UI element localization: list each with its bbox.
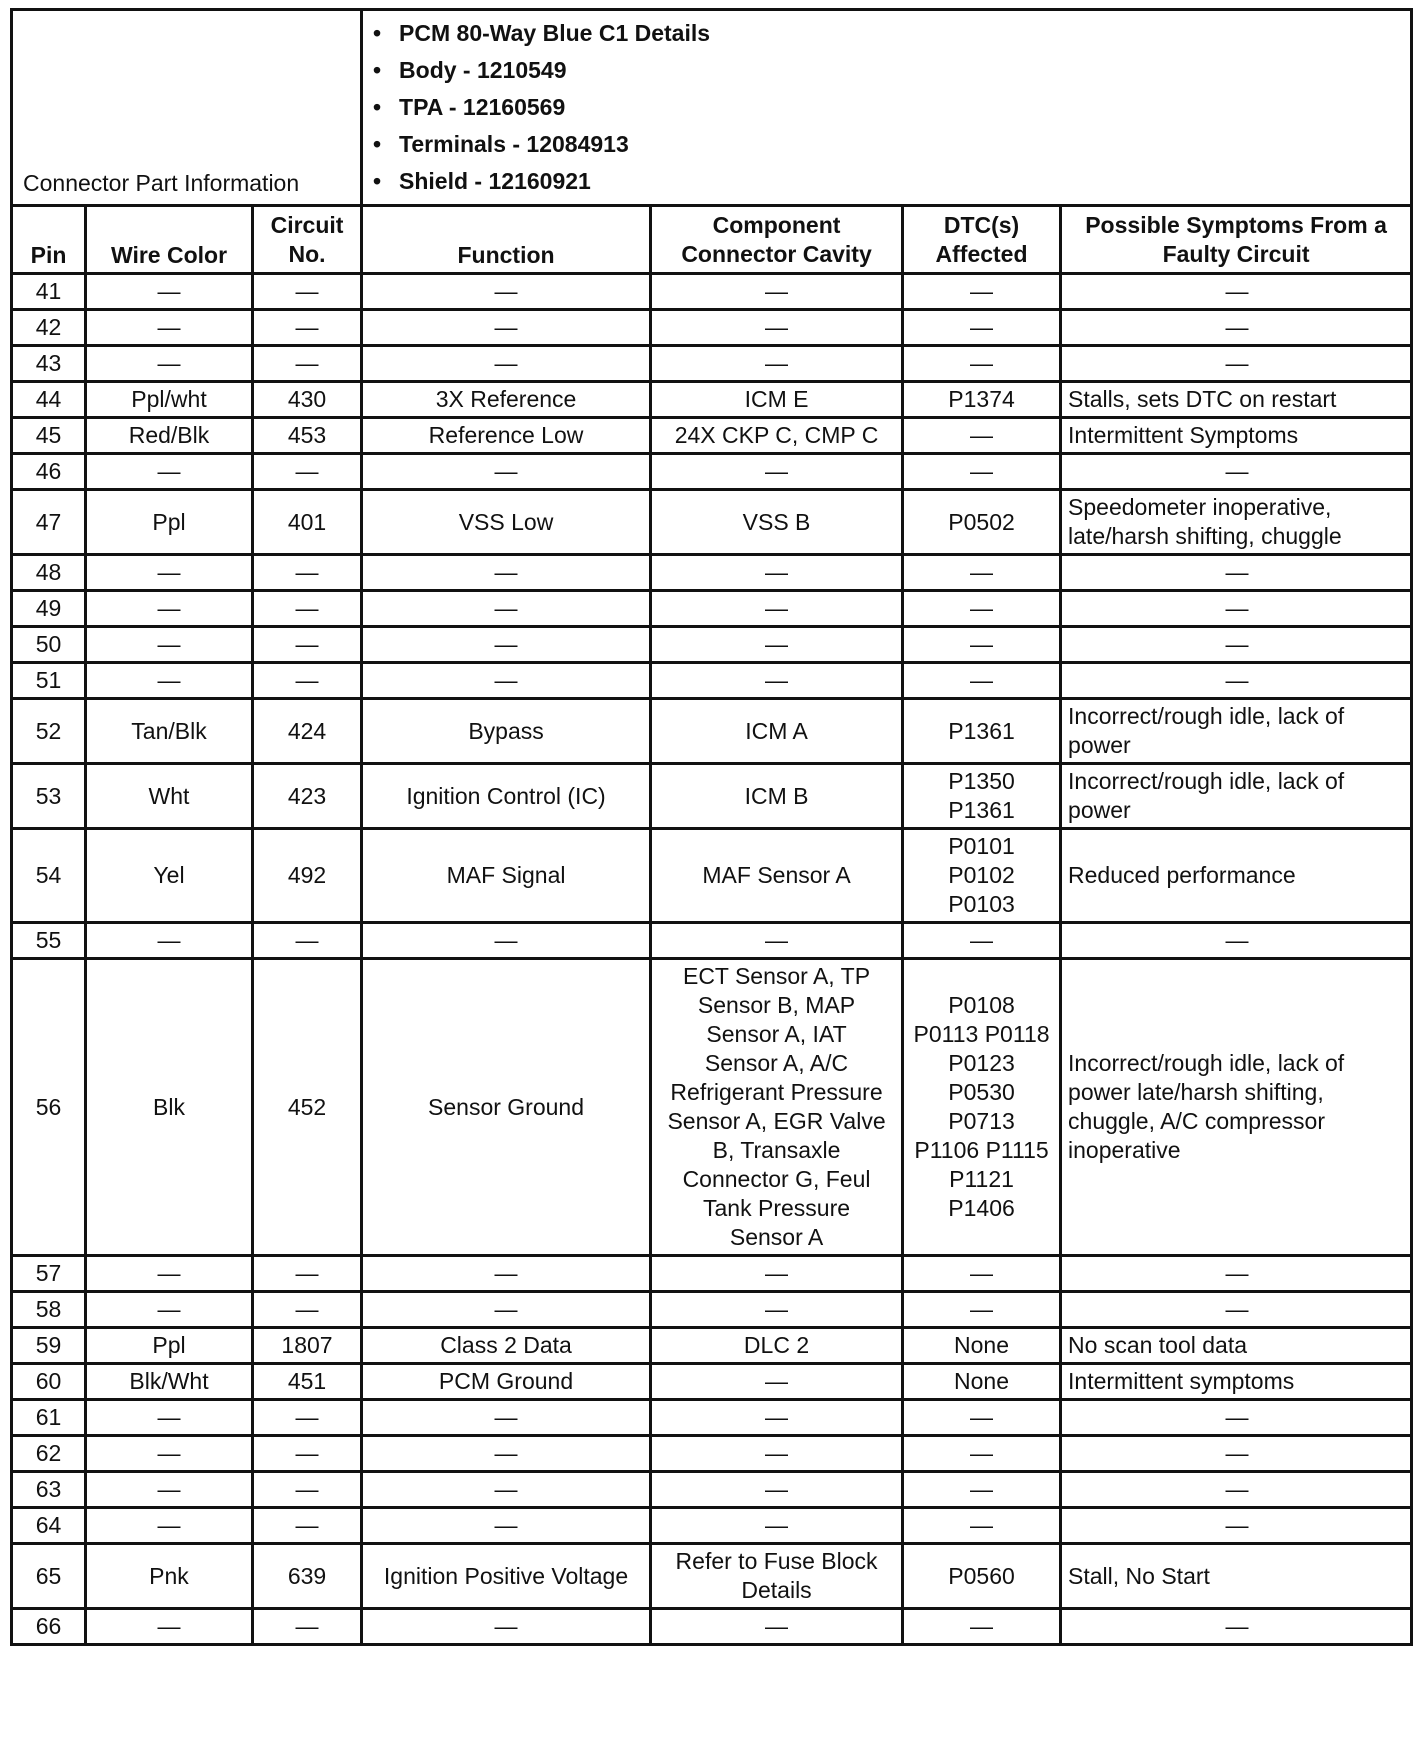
circuit-no-cell: 424 — [253, 699, 362, 764]
circuit-no-cell: — — [253, 1256, 362, 1292]
pin-cell: 58 — [12, 1292, 86, 1328]
col-header-dtc: DTC(s) Affected — [903, 206, 1061, 274]
wire-color-cell: Pnk — [86, 1544, 253, 1609]
pin-cell: 55 — [12, 923, 86, 959]
col-header-cavity: Component Connector Cavity — [651, 206, 903, 274]
pin-cell: 52 — [12, 699, 86, 764]
symptoms-cell: — — [1061, 663, 1412, 699]
pin-cell: 43 — [12, 346, 86, 382]
connector-detail-item: • TPA - 12160569 — [373, 89, 1400, 126]
connector-table — [10, 8, 1413, 1646]
symptoms-cell: Intermittent symptoms — [1061, 1364, 1412, 1400]
dtc-cell: — — [903, 418, 1061, 454]
pin-cell: 51 — [12, 663, 86, 699]
table-row — [12, 274, 1412, 310]
pin-cell: 49 — [12, 591, 86, 627]
symptoms-cell: — — [1061, 1508, 1412, 1544]
function-cell: — — [362, 591, 651, 627]
table-row — [12, 310, 1412, 346]
symptoms-cell: Incorrect/rough idle, lack of power — [1061, 699, 1412, 764]
symptoms-cell: — — [1061, 454, 1412, 490]
dtc-cell: P1350 P1361 — [903, 764, 1061, 829]
cavity-cell: — — [651, 1292, 903, 1328]
cavity-cell: — — [651, 1436, 903, 1472]
dtc-cell: — — [903, 663, 1061, 699]
circuit-no-cell: — — [253, 274, 362, 310]
dtc-cell: None — [903, 1364, 1061, 1400]
dtc-cell: — — [903, 923, 1061, 959]
wire-color-cell: — — [86, 627, 253, 663]
circuit-no-cell: — — [253, 923, 362, 959]
circuit-no-cell: — — [253, 1436, 362, 1472]
circuit-no-cell: 423 — [253, 764, 362, 829]
table-row — [12, 1508, 1412, 1544]
cavity-cell: — — [651, 1609, 903, 1645]
dtc-cell: P1361 — [903, 699, 1061, 764]
table-row — [12, 454, 1412, 490]
cavity-cell: — — [651, 310, 903, 346]
dtc-cell: P0502 — [903, 490, 1061, 555]
table-row — [12, 959, 1412, 1256]
connector-detail-item: • PCM 80-Way Blue C1 Details — [373, 15, 1400, 52]
function-cell: — — [362, 1400, 651, 1436]
table-row — [12, 1256, 1412, 1292]
symptoms-cell: — — [1061, 1609, 1412, 1645]
symptoms-cell: Reduced performance — [1061, 829, 1412, 923]
function-cell: PCM Ground — [362, 1364, 651, 1400]
table-row — [12, 1609, 1412, 1645]
cavity-cell: — — [651, 346, 903, 382]
function-cell: Bypass — [362, 699, 651, 764]
table-row — [12, 1400, 1412, 1436]
function-cell: Ignition Control (IC) — [362, 764, 651, 829]
cavity-cell: VSS B — [651, 490, 903, 555]
dtc-cell: — — [903, 1400, 1061, 1436]
circuit-no-cell: 452 — [253, 959, 362, 1256]
wire-color-cell: Blk — [86, 959, 253, 1256]
cavity-cell: — — [651, 1508, 903, 1544]
function-cell: Ignition Positive Voltage — [362, 1544, 651, 1609]
cavity-cell: — — [651, 591, 903, 627]
wire-color-cell: Ppl — [86, 1328, 253, 1364]
pin-cell: 59 — [12, 1328, 86, 1364]
dtc-cell: — — [903, 555, 1061, 591]
circuit-no-cell: 451 — [253, 1364, 362, 1400]
function-cell: — — [362, 1472, 651, 1508]
col-header-pin: Pin — [12, 206, 86, 274]
cavity-cell: — — [651, 555, 903, 591]
pin-cell: 62 — [12, 1436, 86, 1472]
circuit-no-cell: 1807 — [253, 1328, 362, 1364]
circuit-no-cell: — — [253, 555, 362, 591]
cavity-cell: ECT Sensor A, TP Sensor B, MAP Sensor A, IAT Sensor A, A/C Refrigerant Pressure Sensor A, EGR Valve B, Transaxle Connector G, Feul Tank Pressure Sensor A — [651, 959, 903, 1256]
col-header-symptoms: Possible Symptoms From a Faulty Circuit — [1061, 206, 1412, 274]
circuit-no-cell: — — [253, 1292, 362, 1328]
wire-color-cell: Tan/Blk — [86, 699, 253, 764]
dtc-cell: — — [903, 274, 1061, 310]
table-body — [12, 274, 1412, 1645]
function-cell: Reference Low — [362, 418, 651, 454]
symptoms-cell: Incorrect/rough idle, lack of power — [1061, 764, 1412, 829]
pin-cell: 56 — [12, 959, 86, 1256]
pin-cell: 66 — [12, 1609, 86, 1645]
dtc-cell: P0560 — [903, 1544, 1061, 1609]
pin-cell: 61 — [12, 1400, 86, 1436]
symptoms-cell: — — [1061, 1256, 1412, 1292]
function-cell: — — [362, 454, 651, 490]
circuit-no-cell: 453 — [253, 418, 362, 454]
cavity-cell: — — [651, 274, 903, 310]
pin-cell: 46 — [12, 454, 86, 490]
connector-details — [362, 10, 1412, 206]
circuit-no-cell: — — [253, 310, 362, 346]
function-cell: Class 2 Data — [362, 1328, 651, 1364]
pin-cell: 63 — [12, 1472, 86, 1508]
connector-part-label: Connector Part Information — [12, 10, 362, 206]
pin-cell: 42 — [12, 310, 86, 346]
wire-color-cell: — — [86, 346, 253, 382]
dtc-cell: P0108 P0113 P0118 P0123 P0530 P0713 P1106 P1115 P1121 P1406 — [903, 959, 1061, 1256]
cavity-cell: — — [651, 454, 903, 490]
symptoms-cell: Intermittent Symptoms — [1061, 418, 1412, 454]
connector-detail-item: • Shield - 12160921 — [373, 163, 1400, 200]
table-row — [12, 829, 1412, 923]
table-row — [12, 1544, 1412, 1609]
function-cell: — — [362, 1609, 651, 1645]
cavity-cell: — — [651, 1256, 903, 1292]
cavity-cell: — — [651, 1364, 903, 1400]
col-header-wire-color: Wire Color — [86, 206, 253, 274]
pin-cell: 64 — [12, 1508, 86, 1544]
symptoms-cell: No scan tool data — [1061, 1328, 1412, 1364]
cavity-cell: ICM B — [651, 764, 903, 829]
cavity-cell: — — [651, 627, 903, 663]
function-cell: MAF Signal — [362, 829, 651, 923]
symptoms-cell: — — [1061, 1472, 1412, 1508]
cavity-cell: — — [651, 923, 903, 959]
pin-cell: 53 — [12, 764, 86, 829]
function-cell: — — [362, 310, 651, 346]
circuit-no-cell: — — [253, 1400, 362, 1436]
wire-color-cell: — — [86, 274, 253, 310]
symptoms-cell: — — [1061, 274, 1412, 310]
function-cell: — — [362, 627, 651, 663]
dtc-cell: — — [903, 1436, 1061, 1472]
pin-cell: 54 — [12, 829, 86, 923]
function-cell: — — [362, 555, 651, 591]
connector-details-list — [373, 11, 1400, 204]
cavity-cell: 24X CKP C, CMP C — [651, 418, 903, 454]
table-row — [12, 1364, 1412, 1400]
connector-detail-item: • Body - 1210549 — [373, 52, 1400, 89]
pin-cell: 48 — [12, 555, 86, 591]
dtc-cell: — — [903, 1472, 1061, 1508]
symptoms-cell: — — [1061, 310, 1412, 346]
circuit-no-cell: — — [253, 627, 362, 663]
cavity-cell: Refer to Fuse Block Details — [651, 1544, 903, 1609]
connector-detail-item: • Terminals - 12084913 — [373, 126, 1400, 163]
dtc-cell: P0101 P0102 P0103 — [903, 829, 1061, 923]
symptoms-cell: — — [1061, 1292, 1412, 1328]
dtc-cell: — — [903, 1609, 1061, 1645]
table-row — [12, 555, 1412, 591]
cavity-cell: DLC 2 — [651, 1328, 903, 1364]
table-row — [12, 699, 1412, 764]
dtc-cell: — — [903, 454, 1061, 490]
symptoms-cell: — — [1061, 346, 1412, 382]
dtc-cell: — — [903, 1292, 1061, 1328]
symptoms-cell: — — [1061, 555, 1412, 591]
table-row — [12, 591, 1412, 627]
wire-color-cell: — — [86, 1256, 253, 1292]
wire-color-cell: — — [86, 663, 253, 699]
wire-color-cell: — — [86, 923, 253, 959]
table-row — [12, 764, 1412, 829]
wire-color-cell: — — [86, 310, 253, 346]
table-row — [12, 1292, 1412, 1328]
wire-color-cell: Wht — [86, 764, 253, 829]
pin-cell: 60 — [12, 1364, 86, 1400]
dtc-cell: — — [903, 591, 1061, 627]
wire-color-cell: — — [86, 591, 253, 627]
pin-cell: 50 — [12, 627, 86, 663]
circuit-no-cell: 430 — [253, 382, 362, 418]
pin-cell: 57 — [12, 1256, 86, 1292]
table-row — [12, 1328, 1412, 1364]
function-cell: Sensor Ground — [362, 959, 651, 1256]
symptoms-cell: — — [1061, 591, 1412, 627]
col-header-function: Function — [362, 206, 651, 274]
circuit-no-cell: — — [253, 454, 362, 490]
function-cell: — — [362, 1256, 651, 1292]
symptoms-cell: — — [1061, 627, 1412, 663]
wire-color-cell: — — [86, 1609, 253, 1645]
function-cell: — — [362, 663, 651, 699]
pin-cell: 44 — [12, 382, 86, 418]
table-row — [12, 627, 1412, 663]
pin-cell: 45 — [12, 418, 86, 454]
symptoms-cell: — — [1061, 923, 1412, 959]
table-row — [12, 663, 1412, 699]
wire-color-cell: Yel — [86, 829, 253, 923]
pin-cell: 65 — [12, 1544, 86, 1609]
symptoms-cell: Stalls, sets DTC on restart — [1061, 382, 1412, 418]
circuit-no-cell: 492 — [253, 829, 362, 923]
table-row — [12, 490, 1412, 555]
pin-cell: 47 — [12, 490, 86, 555]
function-cell: VSS Low — [362, 490, 651, 555]
function-cell: — — [362, 1292, 651, 1328]
cavity-cell: ICM E — [651, 382, 903, 418]
wire-color-cell: Blk/Wht — [86, 1364, 253, 1400]
col-header-circuit-no: Circuit No. — [253, 206, 362, 274]
symptoms-cell: Incorrect/rough idle, lack of power late/harsh shifting, chuggle, A/C compressor inoperative — [1061, 959, 1412, 1256]
dtc-cell: — — [903, 310, 1061, 346]
wire-color-cell: — — [86, 1400, 253, 1436]
wire-color-cell: Red/Blk — [86, 418, 253, 454]
table-row — [12, 1472, 1412, 1508]
cavity-cell: MAF Sensor A — [651, 829, 903, 923]
column-header-row — [12, 206, 1412, 274]
cavity-cell: — — [651, 663, 903, 699]
function-cell: — — [362, 1508, 651, 1544]
table-row — [12, 346, 1412, 382]
circuit-no-cell: 401 — [253, 490, 362, 555]
symptoms-cell: Speedometer inoperative, late/harsh shifting, chuggle — [1061, 490, 1412, 555]
dtc-cell: — — [903, 1256, 1061, 1292]
function-cell: 3X Reference — [362, 382, 651, 418]
wire-color-cell: Ppl/wht — [86, 382, 253, 418]
circuit-no-cell: — — [253, 663, 362, 699]
wire-color-cell: — — [86, 555, 253, 591]
circuit-no-cell: 639 — [253, 1544, 362, 1609]
wire-color-cell: — — [86, 454, 253, 490]
circuit-no-cell: — — [253, 591, 362, 627]
function-cell: — — [362, 1436, 651, 1472]
circuit-no-cell: — — [253, 1609, 362, 1645]
cavity-cell: — — [651, 1472, 903, 1508]
symptoms-cell: — — [1061, 1436, 1412, 1472]
dtc-cell: — — [903, 1508, 1061, 1544]
circuit-no-cell: — — [253, 1472, 362, 1508]
dtc-cell: — — [903, 627, 1061, 663]
table-row — [12, 923, 1412, 959]
cavity-cell: — — [651, 1400, 903, 1436]
wire-color-cell: — — [86, 1508, 253, 1544]
wire-color-cell: Ppl — [86, 490, 253, 555]
dtc-cell: None — [903, 1328, 1061, 1364]
wire-color-cell: — — [86, 1436, 253, 1472]
symptoms-cell: Stall, No Start — [1061, 1544, 1412, 1609]
dtc-cell: P1374 — [903, 382, 1061, 418]
table-row — [12, 418, 1412, 454]
pin-cell: 41 — [12, 274, 86, 310]
table-row — [12, 382, 1412, 418]
dtc-cell: — — [903, 346, 1061, 382]
wire-color-cell: — — [86, 1292, 253, 1328]
wire-color-cell: — — [86, 1472, 253, 1508]
circuit-no-cell: — — [253, 1508, 362, 1544]
cavity-cell: ICM A — [651, 699, 903, 764]
connector-header-row — [12, 10, 1412, 206]
function-cell: — — [362, 274, 651, 310]
function-cell: — — [362, 346, 651, 382]
circuit-no-cell: — — [253, 346, 362, 382]
symptoms-cell: — — [1061, 1400, 1412, 1436]
function-cell: — — [362, 923, 651, 959]
table-row — [12, 1436, 1412, 1472]
